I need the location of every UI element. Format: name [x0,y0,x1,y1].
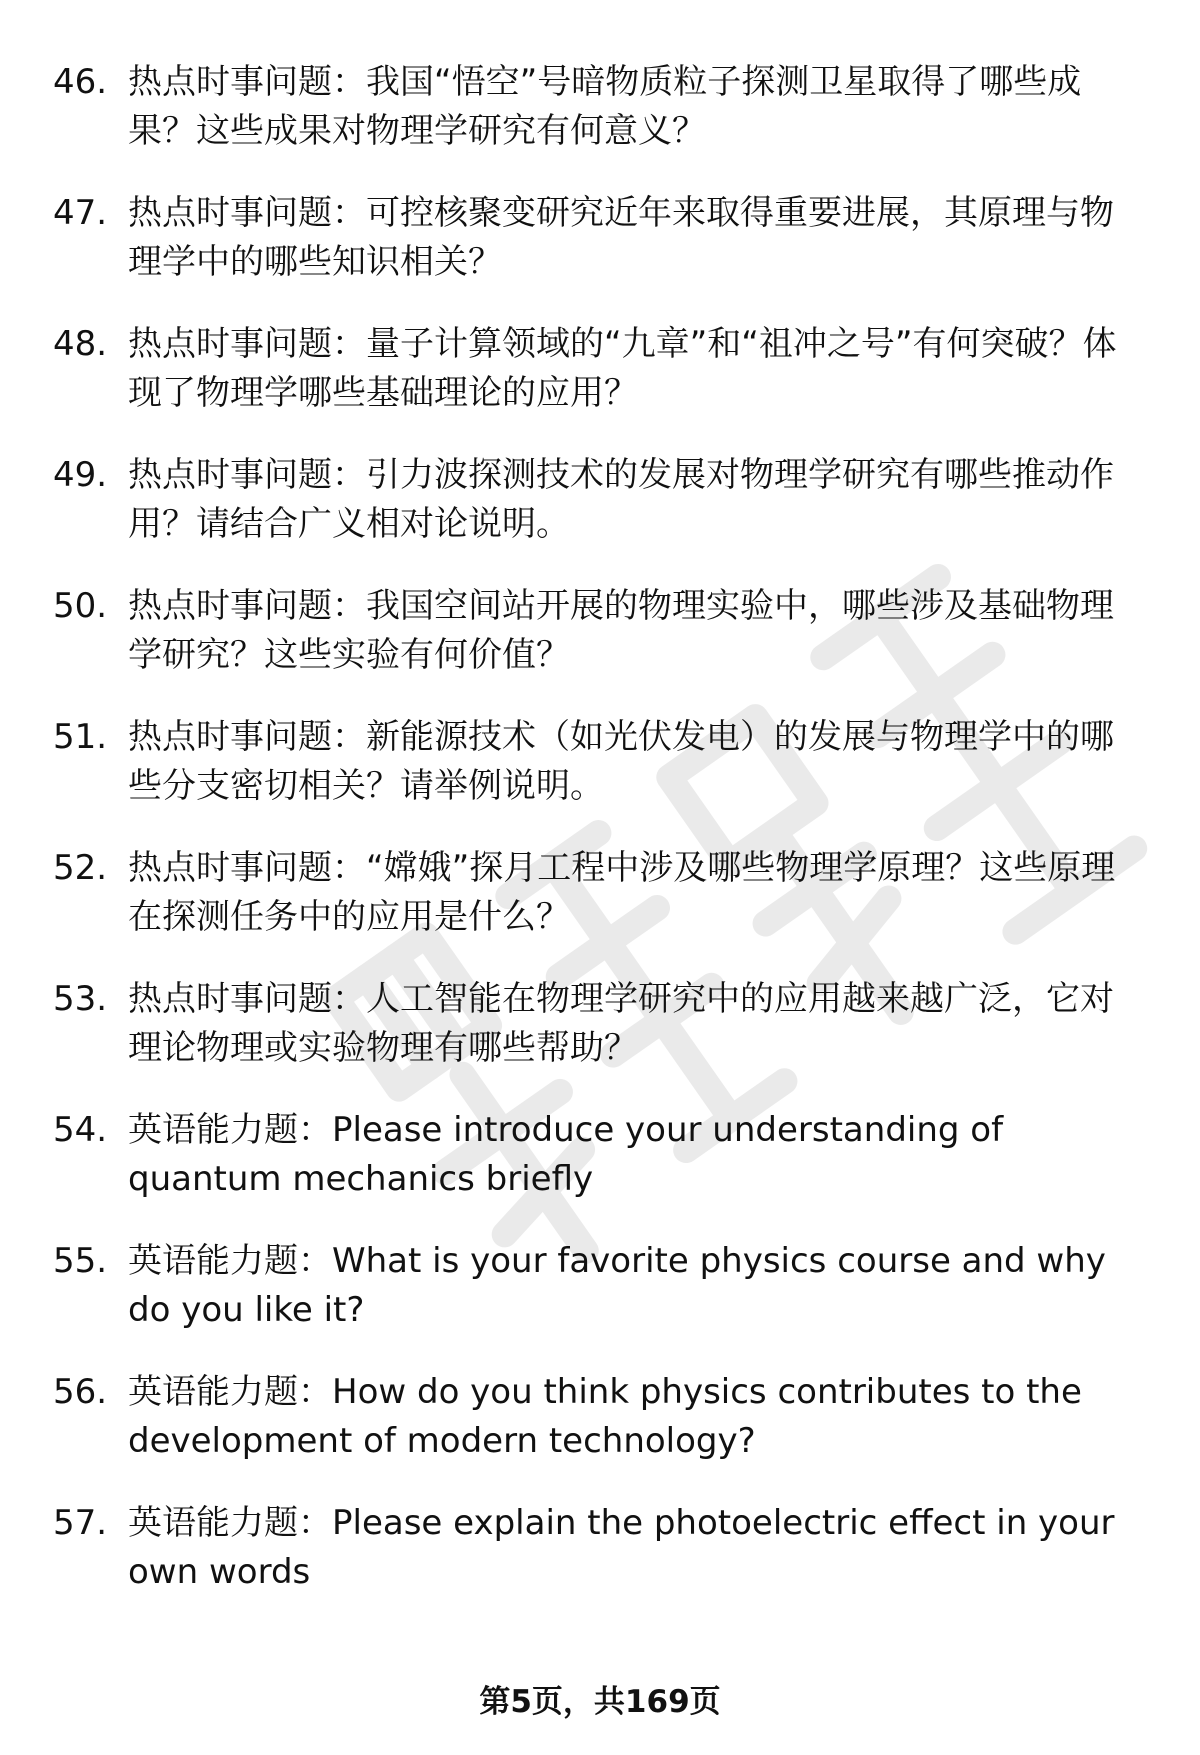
question-item-51 [53,713,1143,811]
question-text: 热点时事问题：“嫦娥”探月工程中涉及哪些物理学原理？这些原理在探测任务中的应用是什么？ [128,848,1116,937]
question-number: 57. [53,1503,108,1543]
question-item-54 [53,1106,1143,1204]
question-item-49 [53,451,1143,549]
question-number: 56. [53,1372,108,1412]
page-number-footer: 第5页，共169页 [479,1684,721,1720]
question-text: 热点时事问题：我国“悟空”号暗物质粒子探测卫星取得了哪些成果？这些成果对物理学研究有何意义？ [128,62,1082,151]
question-text: 热点时事问题：可控核聚变研究近年来取得重要进展，其原理与物理学中的哪些知识相关？ [128,193,1114,282]
question-number: 50. [53,586,108,626]
question-number: 53. [53,979,108,1019]
question-text: 热点时事问题：量子计算领域的“九章”和“祖冲之号”有何突破？体现了物理学哪些基础理论的应用？ [128,324,1117,413]
question-number: 46. [53,62,108,102]
question-number: 51. [53,717,108,757]
question-item-48 [53,320,1143,418]
question-list [53,58,1143,1597]
question-number: 55. [53,1241,108,1281]
question-text: 热点时事问题：我国空间站开展的物理实验中，哪些涉及基础物理学研究？这些实验有何价值？ [128,586,1114,675]
question-number: 49. [53,455,108,495]
question-text: 热点时事问题：人工智能在物理学研究中的应用越来越广泛，它对理论物理或实验物理有哪些帮助？ [128,979,1114,1068]
question-item-55 [53,1237,1143,1335]
question-number: 47. [53,193,108,233]
question-number: 52. [53,848,108,888]
question-item-57 [53,1499,1143,1597]
question-number: 48. [53,324,108,364]
question-number: 54. [53,1110,108,1150]
question-item-50 [53,582,1143,680]
question-item-56 [53,1368,1143,1466]
question-item-46 [53,58,1143,156]
question-text: 英语能力题：What is your favorite physics course and why do you like it? [128,1241,1106,1330]
question-text: 热点时事问题：引力波探测技术的发展对物理学研究有哪些推动作用？请结合广义相对论说明。 [128,455,1114,544]
question-text: 英语能力题：How do you think physics contributes to the development of modern technology? [128,1372,1082,1461]
question-item-52 [53,844,1143,942]
question-text: 英语能力题：Please introduce your understanding of quantum mechanics briefly [128,1110,1004,1199]
question-text: 热点时事问题：新能源技术（如光伏发电）的发展与物理学中的哪些分支密切相关？请举例说明。 [128,717,1114,806]
question-text: 英语能力题：Please explain the photoelectric effect in your own words [128,1503,1115,1592]
question-item-47 [53,189,1143,287]
question-item-53 [53,975,1143,1073]
